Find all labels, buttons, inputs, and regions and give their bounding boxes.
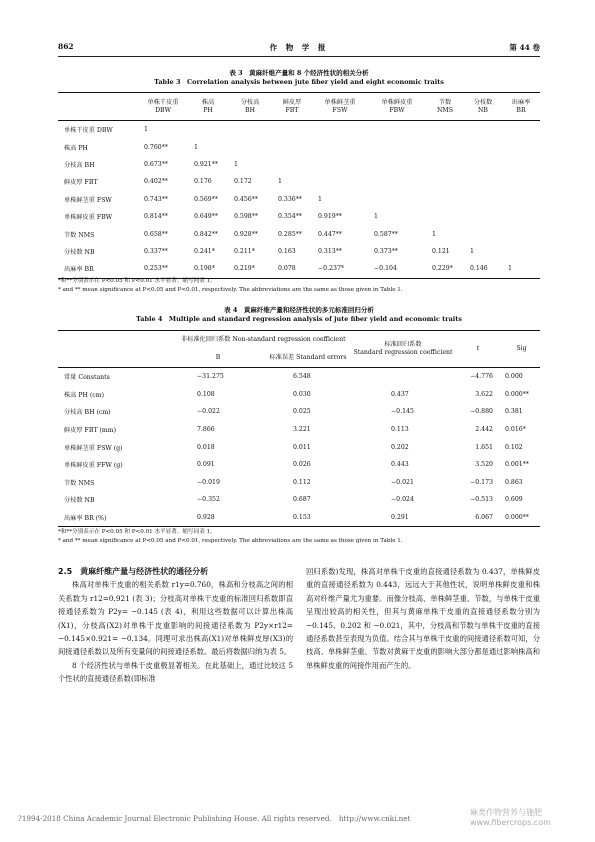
table3-col-header-cn: 单株鲜皮重 <box>381 98 413 106</box>
table3-col-header-en: BR <box>516 106 526 114</box>
table3-cell: 0.402** <box>144 178 168 186</box>
table4-cell-std: 0.443 <box>391 461 409 469</box>
table4-cell-std <box>353 368 453 386</box>
table3-cell <box>312 138 368 155</box>
table3-col-header <box>188 93 228 121</box>
table4-cell-t: 3.622 <box>475 390 493 398</box>
table3-row <box>58 156 540 173</box>
table3-cell <box>312 121 368 139</box>
table3-cell <box>502 156 540 173</box>
table3-cell: 0.078 <box>272 260 312 278</box>
table3-cell <box>426 121 464 139</box>
journal-name: 作 物 学 报 <box>269 43 329 52</box>
header-rule <box>58 56 540 57</box>
table3-col-header-cn: 节数 <box>438 98 452 106</box>
table4-row <box>58 421 540 439</box>
table3-cell <box>312 173 368 190</box>
table3-note-en: * and ** mean significance at P<0.05 and P<0.01, respectively. The abbreviations are the same as those given in Table 1. <box>58 287 403 293</box>
table3-col-header-cn: 鲜皮厚 <box>282 98 302 106</box>
table3-cell: 0.336** <box>278 195 302 203</box>
table4-cell-se: 3.221 <box>293 426 311 434</box>
table3-cell: 0.569** <box>194 195 218 203</box>
left-column <box>58 565 293 686</box>
table3-cell: 0.337** <box>144 247 168 255</box>
table4-cell-sig: 0.000** <box>503 509 540 527</box>
table3-cell: 0.842** <box>194 230 218 238</box>
table4-row <box>58 491 540 509</box>
table3-cell: 0.456** <box>234 195 258 203</box>
table4-cell-se: 0.153 <box>263 509 353 527</box>
table3-col-header-en: FBT <box>285 106 299 114</box>
table3-cell <box>426 173 464 190</box>
table4-caption <box>58 306 540 324</box>
table4-cell-b: −31.275 <box>197 373 224 381</box>
table3-row-label: 鲜皮厚 FBT <box>64 179 98 187</box>
left-paragraph-1: 株高对单株干皮重的相关系数 r1y=0.760，株高和分枝高之间的相关系数为 r12=0.921 (表 3)；分枝高对单株干皮重的标准回归系数即直接通径系数为 P2y= −0.145 (表 4)，利用这些数据可以计算出株高(X1)，分枝高(X2)对单株干皮重影响的间接通径系数为 P2y×r12= −0.145×0.921= −0.134。同理可求出株高(X1)对单株鲜皮厚(X3)的间接通径系数以及所有变量间的间接通径系数。最后将数据归纳为表 5。 <box>58 580 293 657</box>
table3-cell: 0.163 <box>278 247 296 255</box>
table3-row-label: 单株干皮重 DBW <box>64 127 113 135</box>
table3-cell: 0.598** <box>234 213 258 221</box>
table4-cell-std: −0.024 <box>391 496 414 504</box>
table4-row-label: 鲜皮厚 FBT (mm) <box>64 427 117 435</box>
table4-notes <box>58 528 540 546</box>
table3-corner <box>58 93 138 121</box>
table3-cell <box>464 138 502 155</box>
table3-cell <box>228 138 272 155</box>
table3-cell <box>272 156 312 173</box>
table4-note-en: * and ** mean significance at P<0.05 and P<0.01, respectively. The abbreviations are the same as those given in Table 1. <box>58 538 403 544</box>
table3-cell: 0.743** <box>144 195 168 203</box>
table3-cell <box>426 208 464 225</box>
right-column <box>306 565 540 672</box>
table4-cell-b: −0.352 <box>197 496 220 504</box>
table3-col-header-en: DBW <box>155 106 171 114</box>
watermark-line2: www.fibercrops.com <box>470 818 551 827</box>
table3-col-header-en: FBW <box>389 106 405 114</box>
table4-cell-sig: 0.000** <box>505 390 529 398</box>
table3-cell <box>426 138 464 155</box>
table3-cell <box>272 138 312 155</box>
table3-cell: 1 <box>318 195 322 203</box>
table3-row <box>58 121 540 139</box>
table3-title-en: Table 3 Correlation analysis between jute fiber yield and eight economic traits <box>154 78 444 86</box>
table4-header-row1 <box>58 331 540 350</box>
table3-row-label: 单株鲜茎重 FSW <box>64 196 112 204</box>
table4-cell-b: 0.108 <box>197 390 215 398</box>
page-number: 862 <box>58 42 74 51</box>
right-paragraph: 回归系数)发现，株高对单株干皮重的直接通径系数为 0.437，单株鲜皮重的直接通径系数为 0.443，远远大于其他性状，说明单株鲜皮重和株高对纤维产量尤为重要。而像分枝高、单株鲜茎重、节数，与单株干皮重呈现出较高的相关性，但其与黄麻单株干皮重的直接通径系数分别为 −0.145、0.202 和 −0.021，其中，分枝高和节数与单株干皮重的直接通径系数甚至表现为负值。结合其与单株干皮重的间接通径系数可知，分枝高、单株鲜茎重、节数对黄麻干皮重的影响大部分都是通过影响株高和单株鲜皮重的间接作用而产生的。 <box>306 567 540 670</box>
table4-row <box>58 368 540 386</box>
table3-row <box>58 191 540 208</box>
table3-cell <box>368 121 426 139</box>
table4-cell-t: 1.651 <box>475 443 493 451</box>
table3-cell <box>464 121 502 139</box>
table3-cell: 0.219* <box>228 260 272 278</box>
table4-head-std-cn: 标准回归系数 <box>384 341 422 348</box>
table4-cell-sig: 0.863 <box>505 478 523 486</box>
table3-cell: 0.673** <box>144 160 168 168</box>
table3-cell: 0.121 <box>432 247 450 255</box>
table3-col-header-en: PH <box>203 106 213 114</box>
table4-cell-b: 0.928 <box>173 509 263 527</box>
table3-cell <box>464 173 502 190</box>
table4-cell-sig: 0.016* <box>505 426 526 434</box>
table3-cell <box>426 156 464 173</box>
table3-cell <box>464 208 502 225</box>
table3-row <box>58 208 540 225</box>
table3 <box>58 92 540 279</box>
table3-cell: 0.172 <box>234 178 252 186</box>
table4-cell-se: 0.026 <box>293 461 311 469</box>
table4-cell-b: −0.019 <box>197 478 220 486</box>
table4-corner <box>58 331 173 368</box>
table4-cell-se: 6.548 <box>293 373 311 381</box>
table4-row <box>58 456 540 474</box>
table4-cell-se: 0.112 <box>293 478 311 486</box>
table4-head-std <box>353 331 453 368</box>
table4-head-se: 标准误差 Standard errors <box>269 354 347 361</box>
table3-cell: 1 <box>470 247 474 255</box>
table4-cell-t: −0.173 <box>470 478 493 486</box>
table3-cell: −0.104 <box>368 260 426 278</box>
running-header <box>58 42 540 56</box>
table3-col-header-cn: 单株干皮重 <box>147 98 179 106</box>
table4-cell-b: 0.018 <box>197 443 215 451</box>
table3-cell: 0.285** <box>278 230 302 238</box>
table3-col-header-en: FSW <box>332 106 348 114</box>
table3-cell: 0.211* <box>234 247 255 255</box>
table3-cell <box>502 191 540 208</box>
table4-head-t: t <box>453 331 503 368</box>
table4-row-label: 株高 PH (cm) <box>64 391 105 399</box>
table3-col-header-cn: 单株鲜茎重 <box>324 98 356 106</box>
table4 <box>58 330 540 527</box>
table3-cell <box>312 156 368 173</box>
table4-cell-t: −0.513 <box>470 496 493 504</box>
table3-cell: 1 <box>374 213 378 221</box>
table3-cell: 0.176 <box>194 178 212 186</box>
table4-cell-t: 6.067 <box>453 509 503 527</box>
table4-cell-sig: 0.000 <box>505 373 523 381</box>
table3-header-row <box>58 93 540 121</box>
table3-row-label: 单株鲜皮重 FBW <box>64 214 113 222</box>
table4-cell-t: 2.442 <box>475 426 493 434</box>
table3-row-label: 株高 PH <box>64 144 88 152</box>
table3-cell: 0.814** <box>144 213 168 221</box>
table4-cell-std: 0.113 <box>391 426 409 434</box>
table4-row-label: 分枝高 BH (cm) <box>64 409 111 417</box>
table3-cell: 0.313** <box>318 247 342 255</box>
table3-caption <box>58 69 540 87</box>
table3-cell <box>272 121 312 139</box>
copyright-notice: ?1994-2018 China Academic Journal Electronic Publishing House. All rights reserved. http://www.cnki.net <box>18 814 411 823</box>
table4-head-sig: Sig <box>503 331 540 368</box>
table3-cell: 0.198* <box>188 260 228 278</box>
table3-row <box>58 243 540 260</box>
table4-row-label: 分枝数 NB <box>64 497 95 505</box>
table4-title-en: Table 4 Multiple and standard regression analysis of jute fiber yield and economic traits <box>136 315 462 323</box>
table3-cell <box>464 156 502 173</box>
table4-cell-se: 0.687 <box>293 496 311 504</box>
table4-cell-t: −4.776 <box>470 373 493 381</box>
table3-cell: 1 <box>432 230 436 238</box>
table3-cell: 0.229* <box>426 260 464 278</box>
table3-col-header-en: NB <box>478 106 488 114</box>
table3-col-header-cn: 分枝数 <box>473 98 493 106</box>
table4-cell-t: −0.880 <box>470 408 493 416</box>
table4-cell-b: 0.091 <box>197 461 215 469</box>
watermark-line1: 麻类作物营养与施肥 <box>470 808 542 817</box>
table4-cell-sig: 0.609 <box>505 496 523 504</box>
table3-row-label: 分枝高 BH <box>64 161 95 169</box>
table4-row <box>58 474 540 492</box>
table3-col-header-cn: 分枝高 <box>240 98 260 106</box>
table4-cell-std: 0.437 <box>391 390 409 398</box>
table3-cell: 1 <box>144 126 148 134</box>
table3-cell <box>368 173 426 190</box>
table3-cell <box>502 225 540 242</box>
table3-cell: 1 <box>194 143 198 151</box>
table3-col-header <box>138 93 188 121</box>
table3-cell <box>368 138 426 155</box>
table3-cell <box>464 191 502 208</box>
table3-col-header <box>368 93 426 121</box>
table4-row <box>58 438 540 456</box>
table3-cell: 0.354** <box>278 213 302 221</box>
table4-note-cn: *和**分别表示在 P<0.05 和 P<0.01 水平显著。缩写同表 1。 <box>58 529 216 535</box>
table3-row <box>58 173 540 190</box>
table4-cell-std: 0.202 <box>391 443 409 451</box>
table3-cell <box>368 191 426 208</box>
table3-title-cn: 表 3 黄麻纤维产量和 8 个经济性状的相关分析 <box>229 69 369 77</box>
watermark <box>470 808 551 828</box>
table3-col-header-cn: 出麻率 <box>511 98 531 106</box>
table3-cell: 0.241* <box>194 247 215 255</box>
table4-cell-std: −0.145 <box>391 408 414 416</box>
table3-cell: 0.760** <box>144 143 168 151</box>
table3-row-label: 出麻率 BR <box>58 260 138 278</box>
table3-cell: 0.919** <box>318 213 342 221</box>
table3-cell <box>502 121 540 139</box>
table3-cell <box>426 191 464 208</box>
table3-cell: 0.253** <box>138 260 188 278</box>
table3-cell: 0.658** <box>144 230 168 238</box>
table4-row-label: 出麻率 BR (%) <box>58 509 173 527</box>
table3-col-header <box>272 93 312 121</box>
table3-col-header <box>464 93 502 121</box>
table4-head-std-en: Standard regression coefficient <box>353 349 453 356</box>
table3-cell: 0.587** <box>374 230 398 238</box>
table4-row-label: 节数 NMS <box>64 479 95 487</box>
table3-cell: 1 <box>234 160 238 168</box>
table3-col-header <box>502 93 540 121</box>
table3-note-cn: *和**分别表示在 P<0.05 和 P<0.01 水平显著。缩写同表 1。 <box>58 278 216 284</box>
section-title: 2.5 黄麻纤维产量与经济性状的通径分析 <box>58 567 209 576</box>
table3-notes <box>58 277 540 295</box>
table3-cell: 1 <box>278 178 282 186</box>
table4-cell-b: −0.022 <box>197 408 220 416</box>
table3-row <box>58 260 540 278</box>
table3-col-header-en: BH <box>245 106 255 114</box>
table3-row-label: 分枝数 NB <box>64 248 95 256</box>
table3-col-header-en: NMS <box>437 106 453 114</box>
table3-cell: 0.649** <box>194 213 218 221</box>
table3-cell <box>368 156 426 173</box>
table3-cell: −0.237* <box>312 260 368 278</box>
table4-head-nonstd: 非标准化回归系数 Non-standard regression coefficient <box>173 331 353 350</box>
table3-row <box>58 138 540 155</box>
table3-cell: 0.921** <box>194 160 218 168</box>
table3-cell <box>464 225 502 242</box>
table4-cell-std: 0.291 <box>353 509 453 527</box>
table3-col-header <box>312 93 368 121</box>
left-paragraph-2: 8 个经济性状与单株干皮重极显著相关。在此基础上，通过比较这 5 个性状的直接通径系数(即标准 <box>58 660 293 684</box>
volume-number: 第 44 卷 <box>509 43 540 52</box>
table3-cell <box>502 208 540 225</box>
table4-row <box>58 386 540 404</box>
table3-cell <box>188 121 228 139</box>
table3-cell <box>502 173 540 190</box>
table3-col-header-cn: 株高 <box>201 98 215 106</box>
table3-cell <box>502 138 540 155</box>
table4-row-label: 单株鲜皮重 FFW (g) <box>64 462 123 470</box>
table4-row-label: 常量 Constants <box>64 374 110 382</box>
table4-cell-t: 3.520 <box>475 461 493 469</box>
table3-cell: 0.373** <box>374 247 398 255</box>
table3-cell: 0.928** <box>234 230 258 238</box>
table3-col-header <box>228 93 272 121</box>
table3-cell <box>502 243 540 260</box>
table4-cell-sig: 0.102 <box>505 443 523 451</box>
table4-cell-b: 7.866 <box>197 426 215 434</box>
table3-row-label: 节数 NMS <box>64 231 95 239</box>
table4-head-b: B <box>215 354 221 361</box>
table4-row-label: 单株鲜茎重 FSW (g) <box>64 444 123 452</box>
table4-cell-sig: 0.381 <box>505 408 523 416</box>
table4-cell-se: 0.011 <box>293 443 311 451</box>
table3-row <box>58 225 540 242</box>
table4-cell-std: −0.021 <box>391 478 414 486</box>
table3-cell: 0.146 <box>464 260 502 278</box>
table4-row <box>58 403 540 421</box>
table3-cell <box>228 121 272 139</box>
table4-cell-se: 0.030 <box>293 390 311 398</box>
table3-cell: 1 <box>502 260 540 278</box>
table4-title-cn: 表 4 黄麻纤维产量和经济性状的多元标准回归分析 <box>224 306 374 314</box>
table4-cell-sig: 0.001** <box>505 461 529 469</box>
table3-col-header <box>426 93 464 121</box>
table3-cell: 0.447** <box>318 230 342 238</box>
table4-cell-se: 0.025 <box>293 408 311 416</box>
table4-row <box>58 509 540 527</box>
